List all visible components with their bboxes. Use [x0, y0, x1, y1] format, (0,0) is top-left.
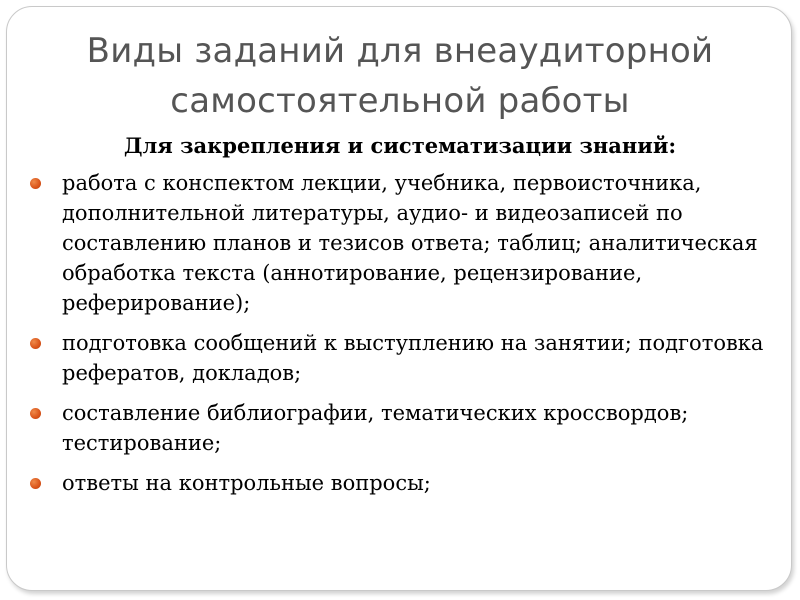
slide-title-line-1: Виды заданий для внеаудиторной — [86, 31, 714, 71]
bullet-icon — [30, 408, 41, 419]
list-item-text: ответы на контрольные вопросы; — [62, 471, 431, 495]
slide-title-line-2: самостоятельной работы — [170, 81, 630, 121]
bullet-icon — [30, 338, 41, 349]
list-item — [27, 168, 767, 318]
list-item-text: составление библиографии, тематических кроссвордов; тестирование; — [62, 401, 689, 455]
list-item — [27, 468, 767, 498]
list-item-text: подготовка сообщений к выступлению на занятии; подготовка рефератов, докладов; — [62, 331, 764, 385]
section-heading: Для закрепления и систематизации знаний: — [123, 133, 677, 158]
bullet-icon — [30, 178, 41, 189]
bullet-icon — [30, 478, 41, 489]
list-item — [27, 398, 767, 458]
task-list — [27, 168, 767, 508]
slide-title — [40, 26, 760, 126]
list-item — [27, 328, 767, 388]
list-item-text: работа с конспектом лекции, учебника, первоисточника, дополнительной литературы, аудио- и видеозаписей по составлению планов и тезисов ответа; таблиц; аналитическая обработка текста (аннотирование, рецензирование, реферирование); — [62, 171, 758, 315]
